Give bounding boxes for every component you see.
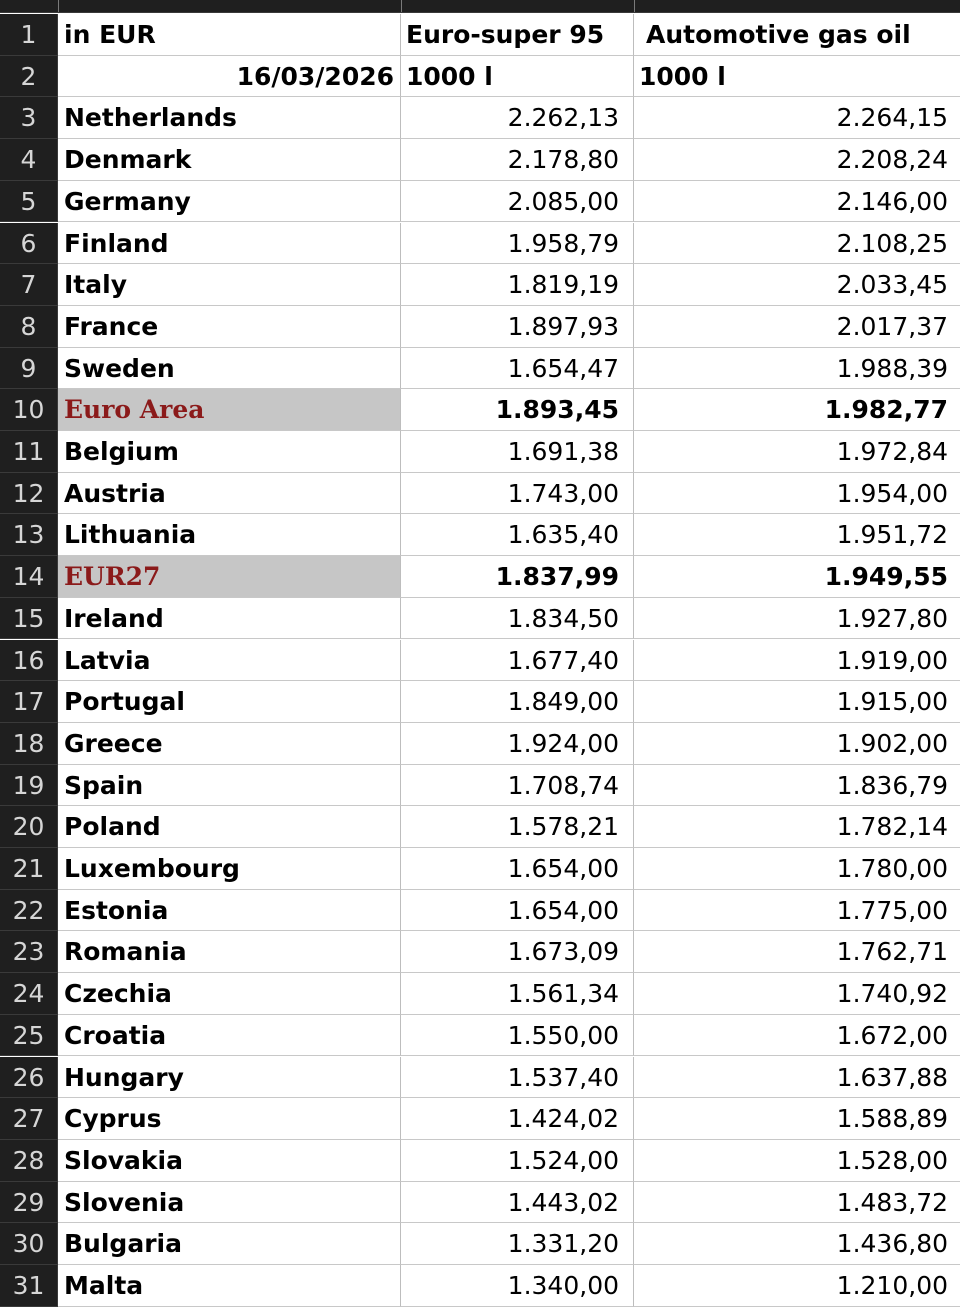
- row-number[interactable]: 17: [0, 681, 58, 723]
- gas-oil-price-cell[interactable]: 1.927,80: [634, 598, 960, 640]
- euro-super-95-price-cell[interactable]: 1.924,00: [401, 723, 634, 765]
- country-cell[interactable]: Latvia: [58, 640, 401, 682]
- cell-b2-unit[interactable]: 1000 l: [401, 56, 634, 98]
- country-cell[interactable]: Malta: [58, 1265, 401, 1307]
- row-number[interactable]: 2: [0, 56, 58, 98]
- row-number[interactable]: 16: [0, 640, 58, 682]
- row-number[interactable]: 31: [0, 1265, 58, 1307]
- euro-super-95-price-cell[interactable]: 1.537,40: [401, 1057, 634, 1099]
- table-row: [0, 1223, 960, 1265]
- country-cell[interactable]: Euro Area: [58, 389, 401, 431]
- gas-oil-price-cell[interactable]: 1.954,00: [634, 473, 960, 515]
- country-cell[interactable]: Hungary: [58, 1057, 401, 1099]
- row-number[interactable]: 6: [0, 223, 58, 265]
- table-row: [0, 931, 960, 973]
- euro-super-95-price-cell[interactable]: 1.654,00: [401, 848, 634, 890]
- country-cell[interactable]: Slovenia: [58, 1182, 401, 1224]
- cell-a1-unit-label[interactable]: in EUR: [58, 14, 401, 56]
- gas-oil-price-cell[interactable]: 1.902,00: [634, 723, 960, 765]
- country-cell[interactable]: EUR27: [58, 556, 401, 598]
- country-cell[interactable]: Ireland: [58, 598, 401, 640]
- table-row: [0, 681, 960, 723]
- euro-super-95-price-cell[interactable]: 1.424,02: [401, 1098, 634, 1140]
- table-row: [0, 348, 960, 390]
- country-cell[interactable]: Luxembourg: [58, 848, 401, 890]
- gas-oil-price-cell[interactable]: 1.951,72: [634, 514, 960, 556]
- row-number[interactable]: 18: [0, 723, 58, 765]
- row-number[interactable]: 15: [0, 598, 58, 640]
- country-cell[interactable]: Greece: [58, 723, 401, 765]
- row-number[interactable]: 23: [0, 931, 58, 973]
- row-number[interactable]: 29: [0, 1182, 58, 1224]
- table-row: [0, 1140, 960, 1182]
- country-cell[interactable]: Cyprus: [58, 1098, 401, 1140]
- row-number[interactable]: 13: [0, 514, 58, 556]
- euro-super-95-price-cell[interactable]: 1.849,00: [401, 681, 634, 723]
- gas-oil-price-cell[interactable]: 1.637,88: [634, 1057, 960, 1099]
- table-row: [0, 973, 960, 1015]
- row-number[interactable]: 21: [0, 848, 58, 890]
- row-number[interactable]: 10: [0, 389, 58, 431]
- subheader-row: [0, 56, 960, 98]
- row-number[interactable]: 19: [0, 765, 58, 807]
- row-number[interactable]: 25: [0, 1015, 58, 1057]
- row-number[interactable]: 7: [0, 264, 58, 306]
- gas-oil-price-cell[interactable]: 1.915,00: [634, 681, 960, 723]
- gas-oil-price-cell[interactable]: 2.017,37: [634, 306, 960, 348]
- cell-a2-date[interactable]: 16/03/2026: [58, 56, 401, 98]
- euro-super-95-price-cell[interactable]: 2.262,13: [401, 97, 634, 139]
- table-row: [0, 139, 960, 181]
- table-row: [0, 431, 960, 473]
- country-cell[interactable]: Czechia: [58, 973, 401, 1015]
- row-number[interactable]: 8: [0, 306, 58, 348]
- column-separator: [634, 0, 635, 12]
- table-row: [0, 264, 960, 306]
- table-row: [0, 723, 960, 765]
- euro-super-95-price-cell[interactable]: 1.837,99: [401, 556, 634, 598]
- country-cell[interactable]: Finland: [58, 223, 401, 265]
- table-row: [0, 1057, 960, 1099]
- gas-oil-price-cell[interactable]: 1.588,89: [634, 1098, 960, 1140]
- gas-oil-price-cell[interactable]: 1.988,39: [634, 348, 960, 390]
- row-number[interactable]: 22: [0, 890, 58, 932]
- euro-super-95-price-cell[interactable]: 1.691,38: [401, 431, 634, 473]
- table-row: [0, 181, 960, 223]
- euro-super-95-price-cell[interactable]: 1.743,00: [401, 473, 634, 515]
- gas-oil-price-cell[interactable]: 1.436,80: [634, 1223, 960, 1265]
- table-row: [0, 765, 960, 807]
- row-number[interactable]: 30: [0, 1223, 58, 1265]
- row-number[interactable]: 3: [0, 97, 58, 139]
- euro-super-95-price-cell[interactable]: 2.085,00: [401, 181, 634, 223]
- row-number[interactable]: 14: [0, 556, 58, 598]
- cell-c2-unit[interactable]: 1000 l: [634, 56, 960, 98]
- country-cell[interactable]: Denmark: [58, 139, 401, 181]
- table-row: [0, 473, 960, 515]
- row-number[interactable]: 9: [0, 348, 58, 390]
- row-number[interactable]: 1: [0, 14, 58, 56]
- cell-c1-gas-oil-header[interactable]: Automotive gas oil: [634, 14, 960, 56]
- euro-super-95-price-cell[interactable]: 2.178,80: [401, 139, 634, 181]
- gas-oil-price-cell[interactable]: 1.836,79: [634, 765, 960, 807]
- country-cell[interactable]: Romania: [58, 931, 401, 973]
- country-cell[interactable]: France: [58, 306, 401, 348]
- table-row: [0, 640, 960, 682]
- gas-oil-price-cell[interactable]: 1.782,14: [634, 806, 960, 848]
- country-cell[interactable]: Belgium: [58, 431, 401, 473]
- euro-super-95-price-cell[interactable]: 1.677,40: [401, 640, 634, 682]
- row-number[interactable]: 27: [0, 1098, 58, 1140]
- row-number[interactable]: 24: [0, 973, 58, 1015]
- table-row: [0, 890, 960, 932]
- column-header-strip[interactable]: [0, 0, 960, 13]
- row-number[interactable]: 28: [0, 1140, 58, 1182]
- country-cell[interactable]: Austria: [58, 473, 401, 515]
- country-cell[interactable]: Lithuania: [58, 514, 401, 556]
- column-separator: [58, 0, 59, 12]
- euro-super-95-price-cell[interactable]: 1.673,09: [401, 931, 634, 973]
- table-row: [0, 598, 960, 640]
- euro-super-95-price-cell[interactable]: 1.897,93: [401, 306, 634, 348]
- euro-super-95-price-cell[interactable]: 1.654,00: [401, 890, 634, 932]
- row-number[interactable]: 11: [0, 431, 58, 473]
- aggregate-row: [0, 389, 960, 431]
- table-row: [0, 1265, 960, 1307]
- gas-oil-price-cell[interactable]: 1.982,77: [634, 389, 960, 431]
- country-cell[interactable]: Italy: [58, 264, 401, 306]
- gas-oil-price-cell[interactable]: 1.672,00: [634, 1015, 960, 1057]
- gas-oil-price-cell[interactable]: 2.146,00: [634, 181, 960, 223]
- euro-super-95-price-cell[interactable]: 1.340,00: [401, 1265, 634, 1307]
- gas-oil-price-cell[interactable]: 1.972,84: [634, 431, 960, 473]
- gas-oil-price-cell[interactable]: 1.780,00: [634, 848, 960, 890]
- table-row: [0, 806, 960, 848]
- table-row: [0, 514, 960, 556]
- euro-super-95-price-cell[interactable]: 1.550,00: [401, 1015, 634, 1057]
- euro-super-95-price-cell[interactable]: 1.654,47: [401, 348, 634, 390]
- euro-super-95-price-cell[interactable]: 1.561,34: [401, 973, 634, 1015]
- gas-oil-price-cell[interactable]: 1.775,00: [634, 890, 960, 932]
- row-number[interactable]: 4: [0, 139, 58, 181]
- euro-super-95-price-cell[interactable]: 1.819,19: [401, 264, 634, 306]
- euro-super-95-price-cell[interactable]: 1.834,50: [401, 598, 634, 640]
- euro-super-95-price-cell[interactable]: 1.578,21: [401, 806, 634, 848]
- country-cell[interactable]: Netherlands: [58, 97, 401, 139]
- table-row: [0, 1182, 960, 1224]
- table-row: [0, 848, 960, 890]
- country-cell[interactable]: Germany: [58, 181, 401, 223]
- euro-super-95-price-cell[interactable]: 1.958,79: [401, 223, 634, 265]
- row-number[interactable]: 5: [0, 181, 58, 223]
- country-cell[interactable]: Bulgaria: [58, 1223, 401, 1265]
- country-cell[interactable]: Poland: [58, 806, 401, 848]
- aggregate-row: [0, 556, 960, 598]
- row-number[interactable]: 26: [0, 1057, 58, 1099]
- row-number[interactable]: 20: [0, 806, 58, 848]
- row-number[interactable]: 12: [0, 473, 58, 515]
- gas-oil-price-cell[interactable]: 1.210,00: [634, 1265, 960, 1307]
- country-cell[interactable]: Sweden: [58, 348, 401, 390]
- cell-b1-euro-super-95-header[interactable]: Euro-super 95: [401, 14, 634, 56]
- gas-oil-price-cell[interactable]: 2.108,25: [634, 223, 960, 265]
- euro-super-95-price-cell[interactable]: 1.635,40: [401, 514, 634, 556]
- column-separator: [401, 0, 402, 12]
- euro-super-95-price-cell[interactable]: 1.893,45: [401, 389, 634, 431]
- euro-super-95-price-cell[interactable]: 1.524,00: [401, 1140, 634, 1182]
- header-row: [0, 14, 960, 56]
- gas-oil-price-cell[interactable]: 1.949,55: [634, 556, 960, 598]
- table-row: [0, 97, 960, 139]
- euro-super-95-price-cell[interactable]: 1.708,74: [401, 765, 634, 807]
- gas-oil-price-cell[interactable]: 1.919,00: [634, 640, 960, 682]
- gas-oil-price-cell[interactable]: 2.033,45: [634, 264, 960, 306]
- table-row: [0, 306, 960, 348]
- gas-oil-price-cell[interactable]: 1.740,92: [634, 973, 960, 1015]
- country-cell[interactable]: Portugal: [58, 681, 401, 723]
- country-cell[interactable]: Estonia: [58, 890, 401, 932]
- euro-super-95-price-cell[interactable]: 1.443,02: [401, 1182, 634, 1224]
- table-row: [0, 1015, 960, 1057]
- country-cell[interactable]: Slovakia: [58, 1140, 401, 1182]
- gas-oil-price-cell[interactable]: 1.762,71: [634, 931, 960, 973]
- gas-oil-price-cell[interactable]: 1.483,72: [634, 1182, 960, 1224]
- gas-oil-price-cell[interactable]: 2.208,24: [634, 139, 960, 181]
- gas-oil-price-cell[interactable]: 2.264,15: [634, 97, 960, 139]
- table-row: [0, 1098, 960, 1140]
- gas-oil-price-cell[interactable]: 1.528,00: [634, 1140, 960, 1182]
- country-cell[interactable]: Croatia: [58, 1015, 401, 1057]
- country-cell[interactable]: Spain: [58, 765, 401, 807]
- table-row: [0, 223, 960, 265]
- euro-super-95-price-cell[interactable]: 1.331,20: [401, 1223, 634, 1265]
